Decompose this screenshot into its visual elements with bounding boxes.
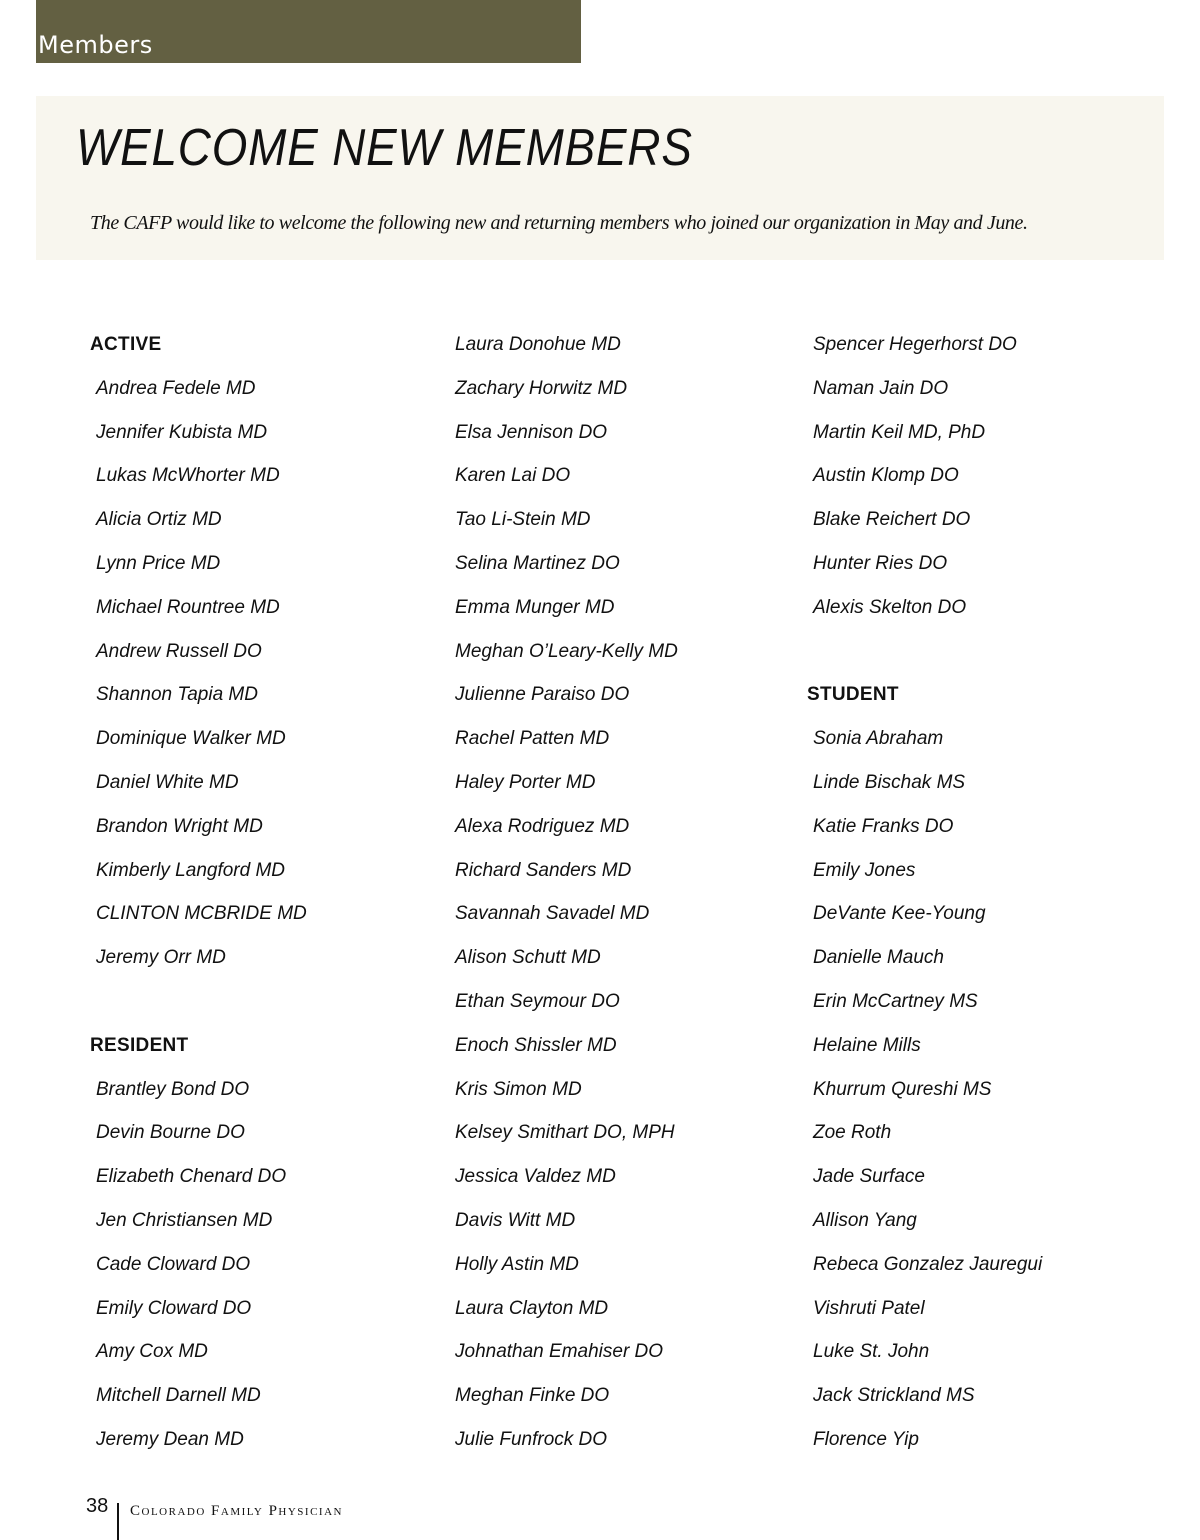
member-name: Emily Cloward DO	[96, 1297, 252, 1319]
member-name: Julienne Paraiso DO	[455, 684, 630, 706]
member-name: Kris Simon MD	[455, 1078, 582, 1100]
member-name: Jack Strickland MS	[813, 1385, 975, 1407]
member-name: Holly Astin MD	[455, 1253, 579, 1275]
member-name: Julie Funfrock DO	[455, 1428, 608, 1450]
section-tab-label: Members	[38, 31, 153, 59]
member-name: Amy Cox MD	[96, 1341, 208, 1363]
member-name: Kelsey Smithart DO, MPH	[455, 1122, 675, 1144]
member-name: Andrew Russell DO	[96, 640, 262, 662]
publication-name: Colorado Family Physician	[130, 1503, 343, 1519]
member-name: Dominique Walker MD	[96, 728, 286, 750]
member-name: Rachel Patten MD	[455, 728, 610, 750]
member-column-2	[455, 323, 795, 1462]
title-banner	[36, 96, 1164, 260]
member-name: Michael Rountree MD	[96, 596, 280, 618]
member-name: Erin McCartney MS	[813, 990, 978, 1012]
page-number: 38	[86, 1495, 109, 1517]
member-name: Katie Franks DO	[813, 815, 954, 837]
member-name: Kimberly Langford MD	[96, 859, 286, 881]
member-name: Enoch Shissler MD	[455, 1034, 617, 1056]
member-name: Andrea Fedele MD	[96, 377, 256, 399]
footer-divider	[117, 1503, 119, 1540]
column-spacer	[807, 630, 1147, 674]
member-name: Mitchell Darnell MD	[96, 1385, 261, 1407]
page-title: WELCOME NEW MEMBERS	[76, 119, 693, 177]
member-name: Emily Jones	[813, 859, 916, 881]
member-name: Jeremy Dean MD	[96, 1428, 244, 1450]
member-category-heading: ACTIVE	[90, 334, 162, 355]
member-name: Linde Bischak MS	[813, 771, 966, 793]
member-name: Tao Li-Stein MD	[455, 509, 591, 531]
member-name: Alison Schutt MD	[455, 947, 601, 969]
member-name: Hunter Ries DO	[813, 552, 948, 574]
member-name: Helaine Mills	[813, 1034, 921, 1056]
member-column-1	[90, 323, 430, 1462]
member-name: Alexa Rodriguez MD	[455, 815, 630, 837]
member-name: Austin Klomp DO	[813, 465, 959, 487]
member-name: Lukas McWhorter MD	[96, 465, 280, 487]
member-name: Meghan O’Leary-Kelly MD	[455, 640, 678, 662]
member-name: Jen Christiansen MD	[96, 1209, 273, 1231]
member-name: Zachary Horwitz MD	[455, 377, 628, 399]
member-name: Haley Porter MD	[455, 771, 596, 793]
member-name: Sonia Abraham	[813, 728, 944, 750]
member-name: Emma Munger MD	[455, 596, 615, 618]
member-name: Spencer Hegerhorst DO	[813, 334, 1017, 355]
member-name: Rebeca Gonzalez Jauregui	[813, 1253, 1043, 1275]
member-name: Meghan Finke DO	[455, 1385, 610, 1407]
member-name: Elsa Jennison DO	[455, 421, 608, 443]
member-name: Karen Lai DO	[455, 465, 571, 487]
member-name: Jade Surface	[813, 1166, 925, 1188]
member-name: Davis Witt MD	[455, 1209, 576, 1231]
member-category-heading: STUDENT	[807, 684, 899, 706]
member-name: Khurrum Qureshi MS	[813, 1078, 992, 1100]
member-name: Naman Jain DO	[813, 377, 949, 399]
member-category-heading: RESIDENT	[90, 1034, 189, 1056]
column-spacer	[90, 980, 430, 1024]
member-name: Laura Donohue MD	[455, 334, 621, 355]
member-name: Ethan Seymour DO	[455, 990, 620, 1012]
member-name: Alexis Skelton DO	[813, 596, 967, 618]
member-name: Devin Bourne DO	[96, 1122, 245, 1144]
member-name: Lynn Price MD	[96, 552, 221, 574]
member-name: Danielle Mauch	[813, 947, 944, 969]
member-name: Zoe Roth	[813, 1122, 892, 1144]
member-name: Blake Reichert DO	[813, 509, 971, 531]
member-name: Cade Cloward DO	[96, 1253, 251, 1275]
member-name: CLINTON MCBRIDE MD	[96, 903, 307, 925]
member-name: Elizabeth Chenard DO	[96, 1166, 287, 1188]
member-name: Vishruti Patel	[813, 1297, 925, 1319]
member-name: Allison Yang	[813, 1209, 917, 1231]
member-name: Johnathan Emahiser DO	[455, 1341, 664, 1363]
member-name: Brantley Bond DO	[96, 1078, 250, 1100]
intro-text: The CAFP would like to welcome the following new and returning members who joined our organization in May and June.	[90, 212, 1028, 234]
member-name: Brandon Wright MD	[96, 815, 263, 837]
member-name: DeVante Kee-Young	[813, 903, 986, 925]
member-name: Martin Keil MD, PhD	[813, 421, 986, 443]
member-column-3	[807, 323, 1147, 1462]
member-name: Laura Clayton MD	[455, 1297, 609, 1319]
member-name: Selina Martinez DO	[455, 552, 620, 574]
member-name: Richard Sanders MD	[455, 859, 632, 881]
member-name: Jennifer Kubista MD	[96, 421, 268, 443]
member-name: Florence Yip	[813, 1428, 919, 1450]
member-name: Alicia Ortiz MD	[96, 509, 222, 531]
section-tab	[36, 0, 581, 63]
member-name: Luke St. John	[813, 1341, 930, 1363]
member-name: Shannon Tapia MD	[96, 684, 258, 706]
member-name: Jessica Valdez MD	[455, 1166, 616, 1188]
member-name: Daniel White MD	[96, 771, 239, 793]
member-name: Savannah Savadel MD	[455, 903, 650, 925]
member-name: Jeremy Orr MD	[96, 947, 226, 969]
